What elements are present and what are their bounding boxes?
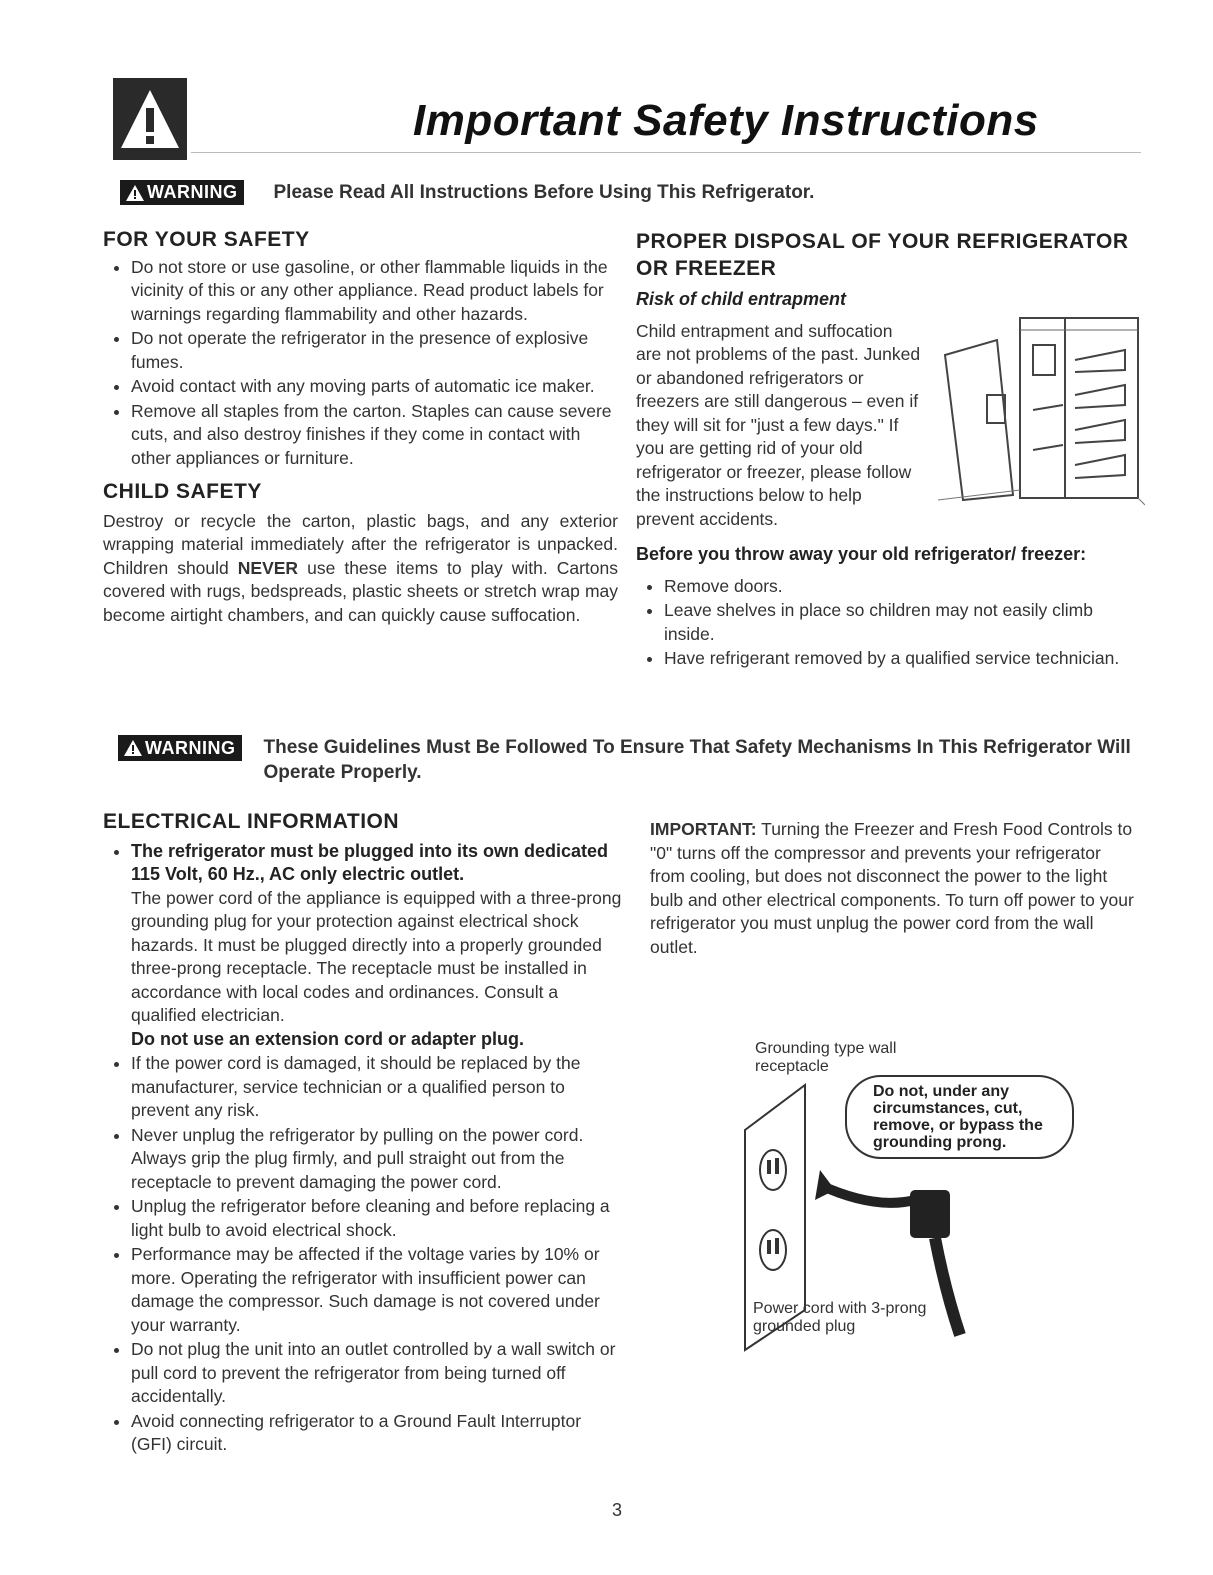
disposal-heading: PROPER DISPOSAL OF YOUR REFRIGERATOR OR FREEZER [636,230,1129,280]
list-item: • If the power cord is damaged, it should be replaced by the manufacturer, service technician or a qualified person to prevent any risk. [131,1052,623,1123]
list-item: • Do not plug the unit into an outlet controlled by a wall switch or pull cord to prevent the refrigerator from being turned off accidentally. [131,1338,623,1409]
cord-label: Power cord with 3-prong grounded plug [753,1300,927,1335]
refrigerator-illustration [935,300,1145,515]
warning-badge: WARNING [120,180,244,205]
list-item: • Never unplug the refrigerator by pulling on the power cord. Always grip the plug firmly, and pull straight out from the receptacle to prevent damaging the power cord. [131,1124,623,1195]
list-item: • Have refrigerant removed by a qualified service technician. [664,647,1146,671]
safety-heading: FOR YOUR SAFETY [103,228,310,251]
warning-triangle-icon [113,78,187,160]
important-note [650,818,1140,959]
warning-read-row [120,180,814,205]
page-number: 3 [612,1500,623,1520]
outlet-figure [725,1010,1115,1360]
electrical-section [103,810,623,1458]
warning-badge: WARNING [118,735,242,761]
child-heading: CHILD SAFETY [103,480,262,503]
before-list [636,575,1146,671]
list-item: • The refrigerator must be plugged into its own dedicated 115 Volt, 60 Hz., AC only electric outlet. The power cord of the appliance is equipped with a three-prong grounding plug for your protection against electrical shock hazards. It must be plugged directly into a properly grounded three-prong receptacle. The receptacle must be installed in accordance with local codes and ordinances. Consult a qualified electrician. Do not use an extension cord or adapter plug. [131,840,623,1052]
list-item: • Leave shelves in place so children may not easily climb inside. [664,599,1146,646]
list-item: • Avoid connecting refrigerator to a Ground Fault Interruptor (GFI) circuit. [131,1410,623,1457]
header-rule [191,152,1141,153]
disposal-subhead: Risk of child entrapment [636,289,847,309]
refrigerator-icon [935,300,1145,515]
important-text: Turning the Freezer and Fresh Food Controls to "0" turns off the compressor and prevents your refrigerator from cooling, but does not disconnect the power to the light bulb and other electrical components. To turn off power to your refrigerator you must unplug the power cord from the wall outlet. [650,819,1134,957]
warning-guidelines-row [118,735,1148,785]
list-item: • Avoid contact with any moving parts of automatic ice maker. [131,375,618,399]
warning-small-icon [126,185,144,201]
page-title: Important Safety Instructions [413,96,1039,145]
important-label: IMPORTANT: [650,819,757,839]
warning-guidelines-text: These Guidelines Must Be Followed To Ensure That Safety Mechanisms In This Refrigerator Will Operate Properly. [263,737,1131,783]
safety-section [103,228,618,627]
safety-list [103,256,618,471]
warning-read-text: Please Read All Instructions Before Using This Refrigerator. [273,181,815,203]
list-item: • Performance may be affected if the voltage varies by 10% or more. Operating the refrigerator with insufficient power can damage the compressor. Such damage is not covered under your warranty. [131,1243,623,1337]
before-heading: Before you throw away your old refrigerator/ freezer: [636,544,1087,564]
list-item: • Unplug the refrigerator before cleaning and before replacing a light bulb to avoid electrical shock. [131,1195,623,1242]
list-item: • Do not operate the refrigerator in the presence of explosive fumes. [131,327,618,374]
child-text: Destroy or recycle the carton, plastic bags, and any exterior wrapping material immediately after the refrigerator is unpacked. Children should NEVER use these items to play with. Cartons covered with rugs, bedspreads, plastic sheets or stretch wrap may become airtight chambers, and can quickly cause suffocation. [103,510,618,625]
list-item: • Do not store or use gasoline, or other flammable liquids in the vicinity of this or any other appliance. Read product labels for warnings regarding flammability and other hazards. [131,256,618,327]
electrical-heading: ELECTRICAL INFORMATION [103,810,400,833]
list-item: • Remove doors. [664,575,1146,599]
receptacle-label: Grounding type wall receptacle [755,1040,897,1075]
warning-small-icon [124,740,142,756]
electrical-list [103,840,623,1457]
header-banner [113,78,1143,160]
grounding-callout: Do not, under any circumstances, cut, remove, or bypass the grounding prong. [845,1075,1074,1159]
disposal-text: Child entrapment and suffocation are not problems of the past. Junked or abandoned refrigerators or freezers are still dangerous – even if they will sit for "just a few days." If you are getting rid of your old refrigerator or freezer, please follow the instructions below to help prevent accidents. [636,320,921,529]
list-item: • Remove all staples from the carton. Staples can cause severe cuts, and also destroy finishes if they come in contact with other appliances or furniture. [131,400,618,471]
